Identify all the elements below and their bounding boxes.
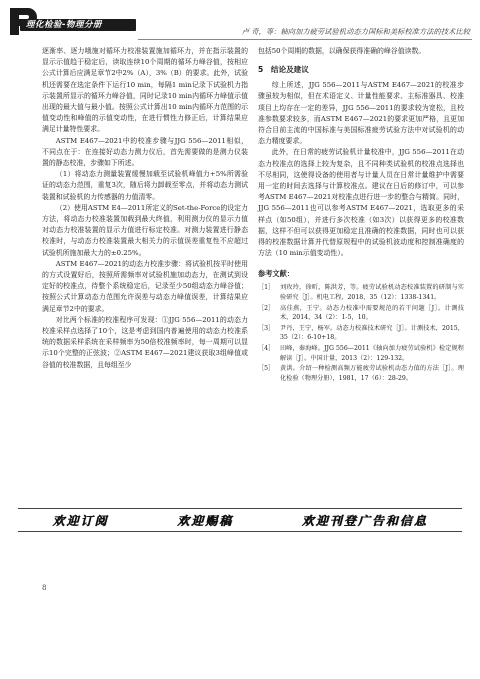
reference-text: 刘玫玲，徐昕，陈洪芳，等。疲劳试验机动态校准装置的研制与实验研究［J］。机电工程，2018，35（12）：1338-1341。 (280, 284, 464, 302)
reference-item (258, 324, 464, 344)
paragraph: （2）使用ASTM E4—2011所定义的Set-the-Force的设定力方法，将动态力校准装置加载到最大终值，利用测力仪的显示力值对动态力校准装置的显示力值进行标定校准。对测力装置进行静态校准时，与动态力校准装置最大相关力的示值误差重复性不应超过试验机所施加最大力的±0.25%。 (42, 203, 248, 257)
left-column (42, 46, 248, 371)
reference-item (258, 364, 464, 384)
banner-advertise: 欢迎刊登广告和信息 (301, 513, 428, 528)
paragraph: （1）将动态力测量装置缓慢加载至试验机峰值力+5%所需验证的动态力范围，重复3次，随后将力卸载至零点，并将动态力测试装置和试验机的力传感器的力值清零。 (42, 170, 248, 201)
page-number: 8 (42, 584, 47, 592)
reference-text: 田峰，秦海峰。JJG 556—2011《轴向加力疲劳试验机》检定规程解读［J］。中国计量，2013（2）：129-132。 (280, 344, 464, 362)
section-title: 5 结论及建议 (258, 65, 309, 75)
reference-item (258, 304, 464, 324)
paragraph: 综上所述，JJG 556—2011与ASTM E467—2021的校准步骤虽较为相似，但在术语定义、计量性能要求、主标准器具、校准项目上均存在一定的差异，JJG 556—2011的要求较为宽松，且校准参数要求较多，而ASTM E467—2021的要求更加严格，且更加符合目前主流的中国标准与美国标准疲劳试验方法中对试验机的动态力精度要求。 (258, 81, 464, 146)
header-rule (138, 39, 472, 40)
reference-item (258, 283, 464, 303)
paragraph: 此外，在日常的疲劳试验机计量校准中，JJG 556—2011在动态力校准点的选择上较为复杂，且不同种类试验机的校准点选择也不尽相同，这使得设备的使用者与计量人员在日常计量维护中需要用一定的时间去选择与计算校准点。建议在日后的修订中，可以参考ASTM E467—2021对校准点进行进一步的整合与精简。同时，JJG 556—2011也可以参考ASTM E467—2021，选取更多的采样点（如50组），并进行多次校准（如3次）以获得更多的校准数据，这样不但可以获得更加稳定且准确的校准数据，同时也可以获得的校准数据计算并代替原规程中的试验机波动度和控制准确度的方法（10 min示值变动性）。 (258, 148, 464, 258)
reference-number: ［3］ (258, 324, 275, 332)
reference-number: ［5］ (258, 364, 275, 372)
reference-number: ［1］ (258, 284, 275, 292)
paragraph: ASTM E467—2021的动态力校准步骤：将试验机按平时使用的方式设置好后，按照所需频率对试验机施加动态力，在测试到设定好的校准点，待整个系统稳定后，记录至少50组动态力峰谷值；按照公式计算动态力范围允许误差与动态力峰值误差，计算结果应满足章节2中的要求。 (42, 259, 248, 313)
reference-text: 黄洪。介绍一种检测高频万能疲劳试验机动态力值的方法［J］。理化检验（物理分册），1981，17（6）：28-29。 (280, 364, 464, 382)
paragraph: 对比两个标准的校准程序可发现：①JJG 556—2011的动态力校准采样点选择了10个，这是考虑到国内普遍使用的动态力校准系统的数据采样系统在采样频率为50倍校准频率时，每一周期可以显示10个完整的正弦波；②ASTM E467—2021建议获取3组峰值或谷值的校准数据，且每组至少 (42, 315, 248, 369)
paragraph: 逐渐率、逐力哦施对循环力校准装置施加循环力，并在指示装置的显示示值趋于稳定后，读取连续10个周期的循环力峰谷值，按相应公式计算后应满足章节2中2%（A），3%（B）的要求。此外，试验机还需要在选定条件下运行10 min，每隔1 min记录下试验机力指示装置所显示的循环力峰谷值，同时记录10 min内循环力峰值示值出现的最大值与最小值。按照公式计算出10 min内循环力范围的示值变动性和峰值的示值变动性，在进行惯性力修正后，计算结果应满足计量特性要求。 (42, 47, 248, 134)
reference-text: 尹丹，王宁，杨军。动态力校准技术研究［J］。计测技术，2015，35（2）：6-10+18。 (280, 324, 464, 342)
banner-subscribe: 欢迎订阅 (52, 513, 109, 528)
promo-banner (18, 508, 462, 532)
paragraph: 包括50个周期的数据，以确保获得准确的峰谷值读数。 (258, 47, 426, 55)
reference-number: ［4］ (258, 344, 275, 352)
right-column (258, 46, 464, 384)
reference-item (258, 344, 464, 364)
reference-number: ［2］ (258, 304, 275, 312)
references-title: 参考文献： (258, 269, 294, 279)
reference-text: 高佳燕，王宁。动态力校准中需要规范的若干问题［J］。计测技术，2014，34（2）：1-5，10。 (280, 304, 464, 322)
journal-logo-text: 理化检验-物理分册 (26, 20, 103, 30)
running-head: 卢 奇，等：轴向加力疲劳试验机动态力国标和美标校准方法的技术比较 (241, 27, 470, 36)
paragraph: ASTM E467—2021中的校准步骤与JJG 556—2011相似，不同点在于：在连接好动态力测力仪后，首先需要做的是测力仪装置的静态校准，步骤如下所述。 (42, 136, 248, 168)
page-header (0, 0, 480, 40)
references-list (258, 283, 464, 383)
banner-submit: 欢迎赐稿 (176, 513, 233, 528)
